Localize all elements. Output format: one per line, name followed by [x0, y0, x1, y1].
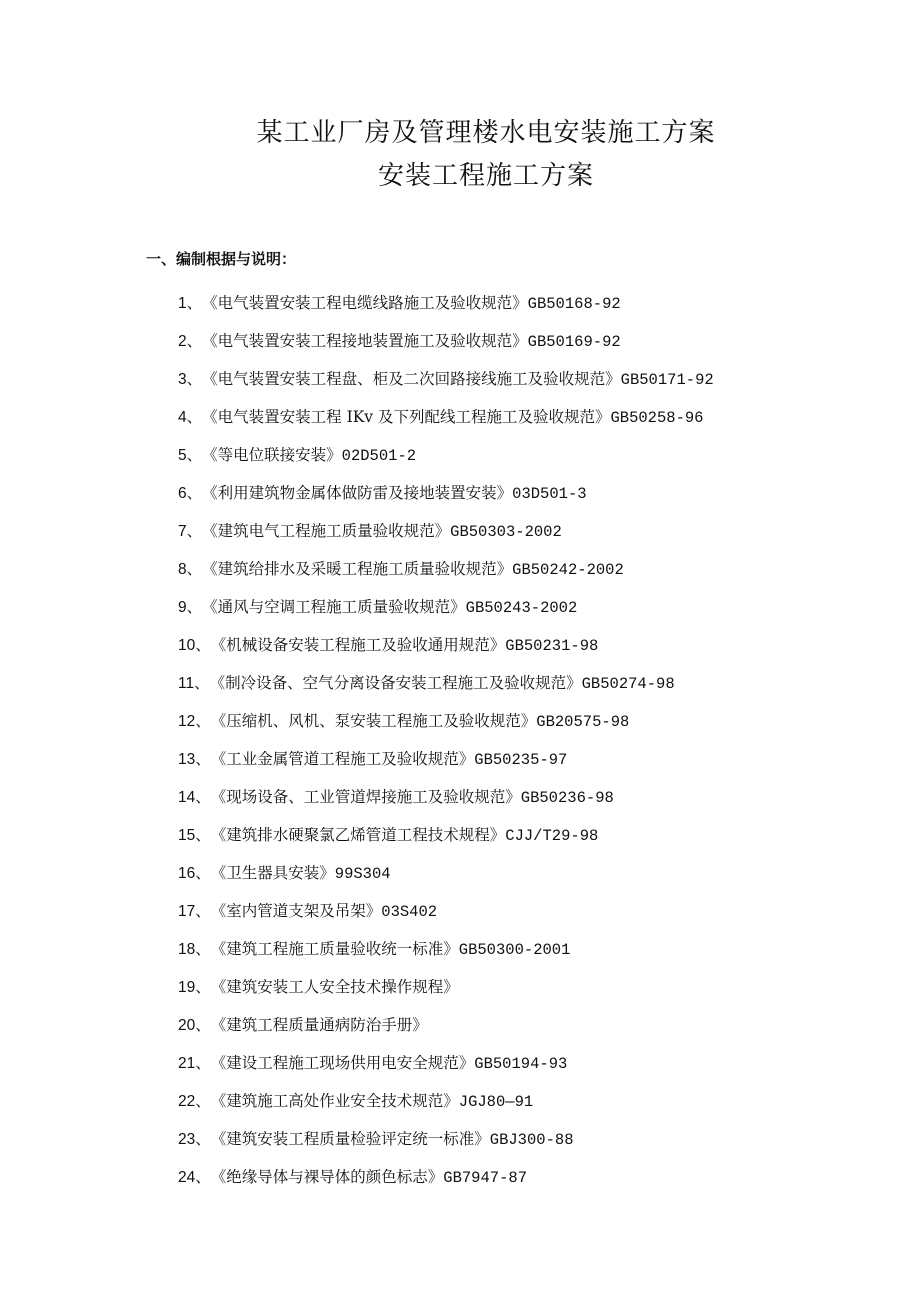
reference-separator: 、	[195, 1168, 211, 1186]
reference-code: GB50169-92	[527, 333, 621, 351]
reference-separator: 、	[186, 370, 203, 388]
reference-code: JGJ80—91	[458, 1093, 534, 1111]
reference-separator: 、	[186, 408, 203, 426]
document-title: 某工业厂房及管理楼水电安装施工方案	[256, 118, 716, 148]
reference-code: GB50303-2002	[450, 523, 562, 541]
reference-code: 99S304	[334, 865, 391, 883]
reference-title: 《卫生器具安装》	[210, 864, 335, 882]
reference-number: 24	[178, 1169, 196, 1186]
reference-list	[178, 292, 714, 1204]
reference-item	[178, 406, 714, 444]
reference-item	[178, 596, 714, 634]
reference-item	[178, 976, 714, 1014]
reference-item	[178, 710, 714, 748]
reference-code: GB50274-98	[581, 675, 675, 693]
reference-item	[178, 330, 714, 368]
reference-separator: 、	[195, 636, 211, 654]
reference-item	[178, 862, 714, 900]
reference-number: 5	[178, 447, 187, 464]
reference-number: 15	[178, 827, 196, 844]
reference-item	[178, 1052, 714, 1090]
reference-title: 《建筑安装工人安全技术操作规程》	[210, 978, 459, 996]
reference-code: GB20575-98	[536, 713, 630, 731]
reference-separator: 、	[195, 1054, 211, 1072]
reference-code: CJJ/T29-98	[505, 827, 599, 845]
reference-number: 16	[178, 865, 196, 882]
reference-separator: 、	[186, 522, 203, 540]
reference-item	[178, 520, 714, 558]
reference-number: 19	[178, 979, 196, 996]
reference-separator: 、	[195, 750, 211, 768]
reference-number: 7	[178, 523, 187, 540]
reference-item	[178, 444, 714, 482]
reference-separator: 、	[186, 598, 203, 616]
reference-title: 《建筑排水硬聚氯乙烯管道工程技术规程》	[210, 826, 506, 844]
reference-title: 《建筑安装工程质量检验评定统一标准》	[210, 1130, 490, 1148]
reference-separator: 、	[195, 978, 211, 996]
reference-item	[178, 482, 714, 520]
reference-code: GB50236-98	[520, 789, 614, 807]
reference-code: GBJ300-88	[489, 1131, 574, 1149]
reference-title: 《等电位联接安装》	[202, 446, 342, 464]
reference-item	[178, 368, 714, 406]
reference-number: 8	[178, 561, 187, 578]
reference-separator: 、	[186, 560, 203, 578]
reference-separator: 、	[195, 712, 211, 730]
reference-item	[178, 1128, 714, 1166]
reference-item	[178, 786, 714, 824]
reference-item	[178, 1166, 714, 1204]
reference-separator: 、	[195, 1130, 211, 1148]
reference-item	[178, 672, 714, 710]
reference-code: GB50258-96	[610, 409, 704, 427]
reference-title: 《现场设备、工业管道焊接施工及验收规范》	[210, 788, 521, 806]
reference-code: GB50194-93	[474, 1055, 568, 1073]
reference-title: 《电气装置安装工程电缆线路施工及验收规范》	[202, 294, 528, 312]
reference-separator: 、	[186, 484, 203, 502]
reference-title: 《建筑给排水及采暖工程施工质量验收规范》	[202, 560, 513, 578]
reference-title: 《建筑电气工程施工质量验收规范》	[202, 522, 451, 540]
reference-separator: 、	[195, 1092, 211, 1110]
reference-item	[178, 1090, 714, 1128]
reference-number: 18	[178, 941, 196, 958]
reference-code: GB50171-92	[620, 371, 714, 389]
reference-title: 《建设工程施工现场供用电安全规范》	[210, 1054, 475, 1072]
reference-separator: 、	[195, 902, 211, 920]
reference-number: 1	[178, 295, 187, 312]
reference-number: 20	[178, 1017, 196, 1034]
reference-code: 03D501-3	[512, 485, 587, 503]
reference-number: 3	[178, 371, 187, 388]
reference-code: GB50242-2002	[512, 561, 624, 579]
reference-code: GB50300-2001	[458, 941, 571, 959]
reference-title: 《室内管道支架及吊架》	[210, 902, 382, 920]
reference-number: 2	[178, 333, 187, 350]
reference-title: 《工业金属管道工程施工及验收规范》	[210, 750, 475, 768]
reference-number: 9	[178, 599, 187, 616]
reference-code: GB50235-97	[474, 751, 568, 769]
reference-number: 17	[178, 903, 196, 920]
reference-number: 13	[178, 751, 196, 768]
reference-title: 《电气装置安装工程接地装置施工及验收规范》	[202, 332, 528, 350]
reference-item	[178, 748, 714, 786]
reference-code: GB50168-92	[527, 295, 621, 313]
reference-number: 12	[178, 713, 196, 730]
reference-title: 《通风与空调工程施工质量验收规范》	[202, 598, 466, 616]
reference-title: 《利用建筑物金属体做防雷及接地装置安装》	[202, 484, 513, 502]
reference-title: 《制冷设备、空气分离设备安装工程施工及验收规范》	[209, 674, 582, 692]
reference-separator: 、	[195, 1016, 211, 1034]
reference-separator: 、	[195, 940, 211, 958]
reference-separator: 、	[186, 446, 203, 464]
reference-separator: 、	[195, 826, 211, 844]
reference-title: 《建筑工程质量通病防治手册》	[210, 1016, 428, 1034]
reference-item	[178, 1014, 714, 1052]
document-subtitle: 安装工程施工方案	[377, 161, 594, 191]
reference-item	[178, 558, 714, 596]
reference-title: 《机械设备安装工程施工及验收通用规范》	[210, 636, 506, 654]
reference-number: 10	[178, 637, 196, 654]
reference-number: 22	[178, 1093, 196, 1110]
reference-item	[178, 292, 714, 330]
reference-separator: 、	[186, 294, 203, 312]
reference-item	[178, 938, 714, 976]
reference-item	[178, 824, 714, 862]
reference-number: 21	[178, 1055, 196, 1072]
reference-title: 《建筑施工高处作业安全技术规范》	[210, 1092, 459, 1110]
reference-title: 《电气装置安装工程 IKv 及下列配线工程施工及验收规范》	[202, 408, 611, 426]
reference-number: 14	[178, 789, 196, 806]
reference-item	[178, 634, 714, 672]
reference-separator: 、	[195, 788, 211, 806]
reference-separator: 、	[194, 674, 210, 692]
reference-code: 02D501-2	[341, 447, 417, 465]
reference-title: 《压缩机、风机、泵安装工程施工及验收规范》	[210, 712, 537, 730]
reference-separator: 、	[186, 332, 203, 350]
reference-title: 《建筑工程施工质量验收统一标准》	[210, 940, 459, 958]
reference-number: 4	[178, 409, 187, 426]
reference-number: 23	[178, 1131, 196, 1148]
reference-code: GB50231-98	[505, 637, 599, 655]
reference-separator: 、	[195, 864, 211, 882]
reference-code: GB7947-87	[443, 1169, 527, 1187]
reference-number: 11	[178, 675, 195, 692]
section-heading: 一、编制根据与说明：	[146, 250, 297, 268]
reference-code: 03S402	[381, 903, 438, 921]
reference-number: 6	[178, 485, 187, 502]
reference-code: GB50243-2002	[465, 599, 578, 617]
reference-title: 《绝缘导体与裸导体的颜色标志》	[210, 1168, 444, 1186]
reference-item	[178, 900, 714, 938]
reference-title: 《电气装置安装工程盘、柜及二次回路接线施工及验收规范》	[202, 370, 621, 388]
